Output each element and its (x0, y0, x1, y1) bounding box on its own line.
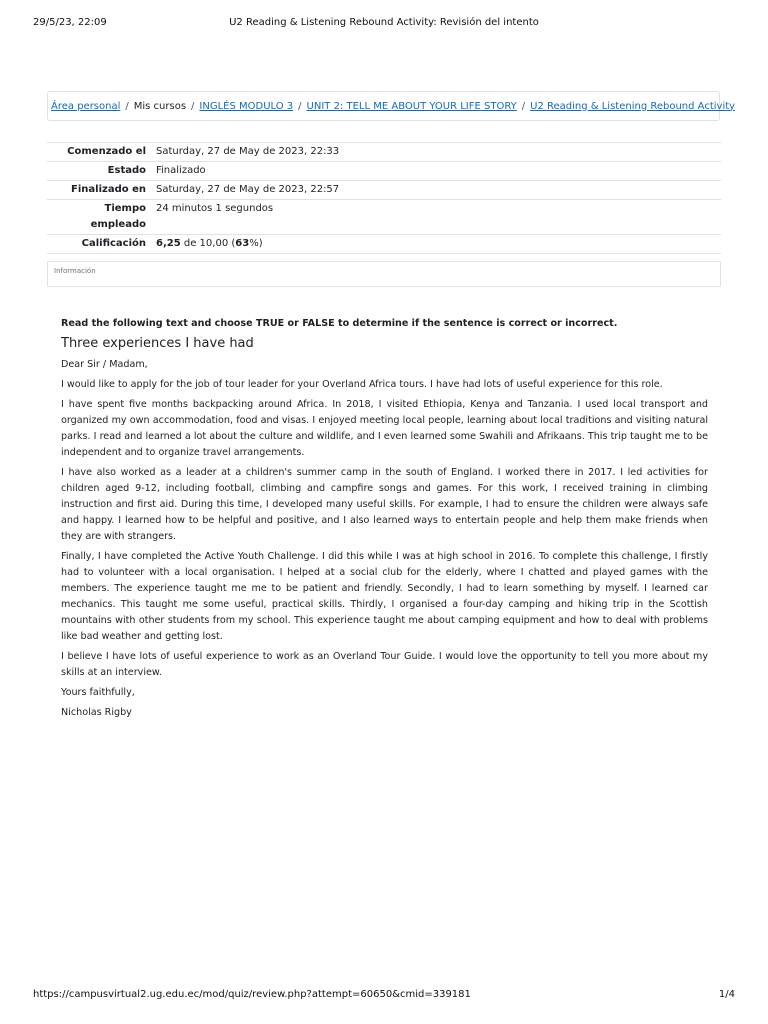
summary-row-state (47, 162, 721, 181)
grade-percent-close: %) (249, 238, 263, 249)
print-header (33, 17, 735, 31)
started-label: Comenzado el (47, 143, 152, 162)
question-content (61, 316, 708, 725)
summary-row-grade (47, 235, 721, 254)
breadcrumb-mis-cursos: Mis cursos (133, 100, 187, 112)
print-url: https://campusvirtual2.ug.edu.ec/mod/quiz/review.php?attempt=60650&cmid=339181 (33, 989, 471, 1000)
print-datetime: 29/5/23, 22:09 (33, 17, 107, 28)
started-value: Saturday, 27 de May de 2023, 22:33 (152, 143, 721, 162)
information-label: Información (54, 267, 96, 275)
letter-paragraph: I believe I have lots of useful experience to work as an Overland Tour Guide. I would love the opportunity to tell you more about my skills at an interview. (61, 651, 708, 678)
breadcrumb-separator: / (125, 100, 129, 112)
print-page-title: U2 Reading & Listening Rebound Activity: Revisión del intento (229, 17, 539, 28)
information-box (47, 261, 721, 287)
grade-out-of: de 10,00 ( (183, 238, 236, 249)
letter-closing: Yours faithfully, (61, 687, 135, 698)
finished-label: Finalizado en (47, 181, 152, 200)
print-page-number: 1/4 (718, 989, 735, 1000)
breadcrumb-course-link[interactable]: INGLÉS MODULO 3 (199, 100, 294, 112)
summary-row-finished (47, 181, 721, 200)
breadcrumb (47, 91, 736, 121)
letter-paragraph: I would like to apply for the job of tour leader for your Overland Africa tours. I have had lots of useful experience for this role. (61, 379, 663, 390)
breadcrumb-separator: / (191, 100, 195, 112)
finished-value: Saturday, 27 de May de 2023, 22:57 (152, 181, 721, 200)
letter-paragraph: I have spent five months backpacking around Africa. In 2018, I visited Ethiopia, Kenya and Tanzania. I used local transport and organized my own accommodation, food and visas. I enjoyed meeting local people, learning about local traditions and visiting natural parks. I read and learned a lot about the culture and wildlife, and I even learned some Swahili and Afrikaans. This trip taught me to be independent and to organize travel arrangements. (61, 399, 708, 458)
state-value: Finalizado (152, 162, 721, 181)
grade-value (152, 235, 721, 254)
breadcrumb-separator: / (521, 100, 526, 112)
letter-paragraph: I have also worked as a leader at a children's summer camp in the south of England. I worked there in 2017. I led activities for children aged 9-12, including football, climbing and campfire songs and games. For this work, I received training in climbing instruction and first aid. During this time, I developed many useful skills. For example, I had to ensure the children were always safe and happy. I learned how to be helpful and positive, and I also learned ways to entertain people and help them make friends when they are with strangers. (61, 467, 708, 542)
time-value: 24 minutos 1 segundos (152, 200, 721, 235)
summary-row-time (47, 200, 721, 235)
grade-percent: 63 (235, 238, 250, 249)
instruction-text: Read the following text and choose TRUE or FALSE to determine if the sentence is correct or incorrect. (61, 318, 618, 329)
breadcrumb-separator: / (298, 100, 302, 112)
breadcrumb-unit-link[interactable]: UNIT 2: TELL ME ABOUT YOUR LIFE STORY (306, 100, 517, 112)
grade-label: Calificación (47, 235, 152, 254)
letter-signature: Nicholas Rigby (61, 707, 132, 718)
print-footer (33, 989, 735, 1003)
letter-greeting: Dear Sir / Madam, (61, 359, 148, 370)
state-label: Estado (47, 162, 152, 181)
grade-score: 6,25 (156, 238, 181, 249)
letter-paragraph: Finally, I have completed the Active Youth Challenge. I did this while I was at high school in 2016. To complete this challenge, I firstly had to volunteer with a local organisation. I helped at a social club for the elderly, where I chatted and played games with the members. The experience taught me me to be patient and friendly. Secondly, I had to learn something by myself. I learned car mechanics. This taught me some useful, practical skills. Thirdly, I organised a four-day camping and hiking trip in the Scottish mountains with other students from my school. This experience taught me about camping equipment and how to deal with problems like bad weather and getting lost. (61, 551, 708, 642)
reading-title: Three experiences I have had (61, 336, 254, 351)
breadcrumb-area-personal-link[interactable]: Área personal (51, 100, 121, 112)
time-label: Tiempo empleado (47, 200, 152, 235)
summary-row-started (47, 143, 721, 162)
breadcrumb-activity-link[interactable]: U2 Reading & Listening Rebound Activity (530, 100, 736, 112)
attempt-summary-table (47, 142, 721, 254)
